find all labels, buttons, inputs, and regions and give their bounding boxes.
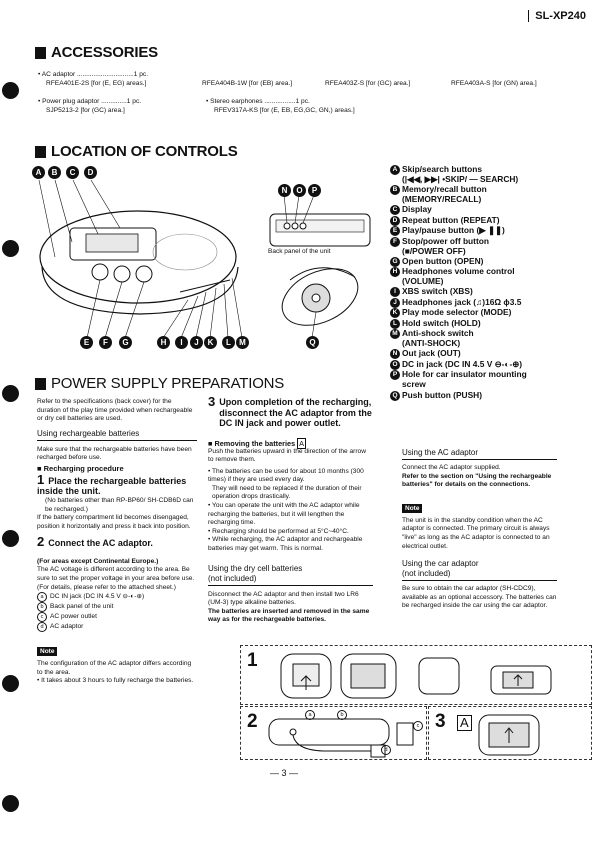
power-column-3: Using the AC adaptor Connect the AC adaptor supplied. Refer to the section on "Using the rechargeable batteries" for details on the connections. Note The unit is in the standby condition when the AC adaptor is connected. The primary circuit is always "live" as long as the AC adaptor is connected to an electrical outlet. Using the car adaptor (not included) Be sure to obtain the car adaptor (SH-CDC9), available as an optional accessory. The batteries can be recharged inside the car using the car adaptor. xyxy=(402,448,557,610)
control-item-b: B Memory/recall button (MEMORY/RECALL) xyxy=(390,185,590,205)
binder-hole xyxy=(2,82,19,99)
control-item-a: A Skip/search buttons (|◀◀, ▶▶| •SKIP/ — SEARCH) xyxy=(390,165,590,185)
label-d: D xyxy=(84,166,97,179)
accessories-title: ACCESSORIES xyxy=(35,44,158,61)
control-item-d: D Repeat button (REPEAT) xyxy=(390,216,590,226)
label-h: H xyxy=(157,336,170,349)
label-e: E xyxy=(80,336,93,349)
callout-a: a xyxy=(305,710,315,720)
label-a: A xyxy=(32,166,45,179)
control-item-g: G Open button (OPEN) xyxy=(390,257,590,267)
figure-2: 2 a b c d xyxy=(240,706,427,760)
control-item-o: O DC in jack (DC IN 4.5 V ⊖-◐-⊕) xyxy=(390,360,590,370)
label-m: M xyxy=(236,336,249,349)
control-item-j: J Headphones jack (♫)16Ω ϕ3.5 xyxy=(390,298,590,308)
player-drawing xyxy=(30,162,380,362)
model-number: SL-XP240 xyxy=(528,10,586,22)
label-g: G xyxy=(119,336,132,349)
figure-3: 3 A xyxy=(428,706,592,760)
binder-hole xyxy=(2,675,19,692)
power-column-1: Refer to the specifications (back cover) for the duration of the play time provided when rechargeable or dry cell batteries are used. Using rechargeable batteries Make sure that the rechargeable batteries have been recharged before use. ■ Recharging procedure 1 Place the rechargeable batteries inside the unit. (No batteries other than RP-BP60/ SH-CDB6D can be recharged.) If the battery compartment lid becomes disengaged, position it horizontally and press it back into position. 2 Connect the AC adaptor. (For areas except Continental Europe.) The AC voltage is different according to the area. Be sure to set the proper voltage in your area before use. (For details, please refer to the attached sheet.) a DC IN jack (DC IN 4.5 V ⊖-◐-⊕) b Back panel of the unit c AC power outlet d AC adaptor Note The configuration of the AC adaptor differs according to the area. • It takes about 3 hours to fully recharge the batteries. xyxy=(37,398,197,686)
note-badge: Note xyxy=(37,647,57,656)
label-f: F xyxy=(99,336,112,349)
label-k: K xyxy=(204,336,217,349)
control-item-l: L Hold switch (HOLD) xyxy=(390,319,590,329)
binder-hole xyxy=(2,530,19,547)
note-badge: Note xyxy=(402,504,422,513)
control-item-h: H Headphones volume control (VOLUME) xyxy=(390,267,590,287)
binder-hole xyxy=(2,385,19,402)
label-n: N xyxy=(278,184,291,197)
label-p: P xyxy=(308,184,321,197)
label-j: J xyxy=(190,336,203,349)
label-i: I xyxy=(175,336,188,349)
label-q: Q xyxy=(306,336,319,349)
accessories-list: • AC adaptor ...............................1 pc. RFEA401E-2S [for (E, EG) areas.] RFEA404B-1W [for (EB) area.] RFEA403Z-S [for (GC) area.] RFEA403A-S [for (GN) area.] • Power plug adaptor ..............1 pc. SJP5213-2 [for (GC) area.] • Stereo earphones .................1 pc. RFEV317A-KS [for (E, EB, EG,GC, GN,) areas.] xyxy=(38,71,537,114)
label-o: O xyxy=(293,184,306,197)
control-item-m: M Anti-shock switch (ANTI-SHOCK) xyxy=(390,329,590,349)
callout-d: d xyxy=(381,745,391,755)
control-item-k: K Play mode selector (MODE) xyxy=(390,308,590,318)
figure-1: 1 xyxy=(240,645,592,705)
location-title: LOCATION OF CONTROLS xyxy=(35,143,238,160)
power-title: POWER SUPPLY PREPARATIONS xyxy=(35,375,284,392)
control-item-i: I XBS switch (XBS) xyxy=(390,287,590,297)
controls-illustration xyxy=(30,162,380,362)
control-item-n: N Out jack (OUT) xyxy=(390,349,590,359)
back-panel-label: Back panel of the unit xyxy=(268,248,331,255)
control-item-q: Q Push button (PUSH) xyxy=(390,391,590,401)
control-item-f: F Stop/power off button (■/POWER OFF) xyxy=(390,237,590,257)
label-l: L xyxy=(222,336,235,349)
binder-hole xyxy=(2,795,19,812)
control-item-e: E Play/pause button (▶ ❚❚) xyxy=(390,226,590,236)
label-c: C xyxy=(66,166,79,179)
callout-b: b xyxy=(337,710,347,720)
callout-c: c xyxy=(413,721,423,731)
control-item-p: P Hole for car insulator mounting screw xyxy=(390,370,590,390)
controls-list xyxy=(390,165,590,401)
binder-hole xyxy=(2,240,19,257)
page-number: — 3 — xyxy=(270,768,299,778)
label-b: B xyxy=(48,166,61,179)
control-item-c: C Display xyxy=(390,205,590,215)
power-column-2: 3 Upon completion of the recharging, disconnect the AC adaptor from the DC IN jack and power outlet. ■ Removing the batteries A Push the batteries upward in the direction of the arrow to remove them. • The batteries can be used for about 10 months (300 times) if they are used every day. They will need to be replaced if the duration of their operation drops drastically. • You can operate the unit with the AC adaptor while recharging the batteries, but it will lengthen the recharging time. • Recharging should be performed at 5°C~40°C. • While recharging, the AC adaptor and rechargeable batteries may get warm. This is normal. Using the dry cell batteries (not included) Disconnect the AC adaptor and then install two LR6 (UM-3) type alkaline batteries. The batteries are inserted and removed in the same way as for the rechargeable batteries. xyxy=(208,394,372,624)
